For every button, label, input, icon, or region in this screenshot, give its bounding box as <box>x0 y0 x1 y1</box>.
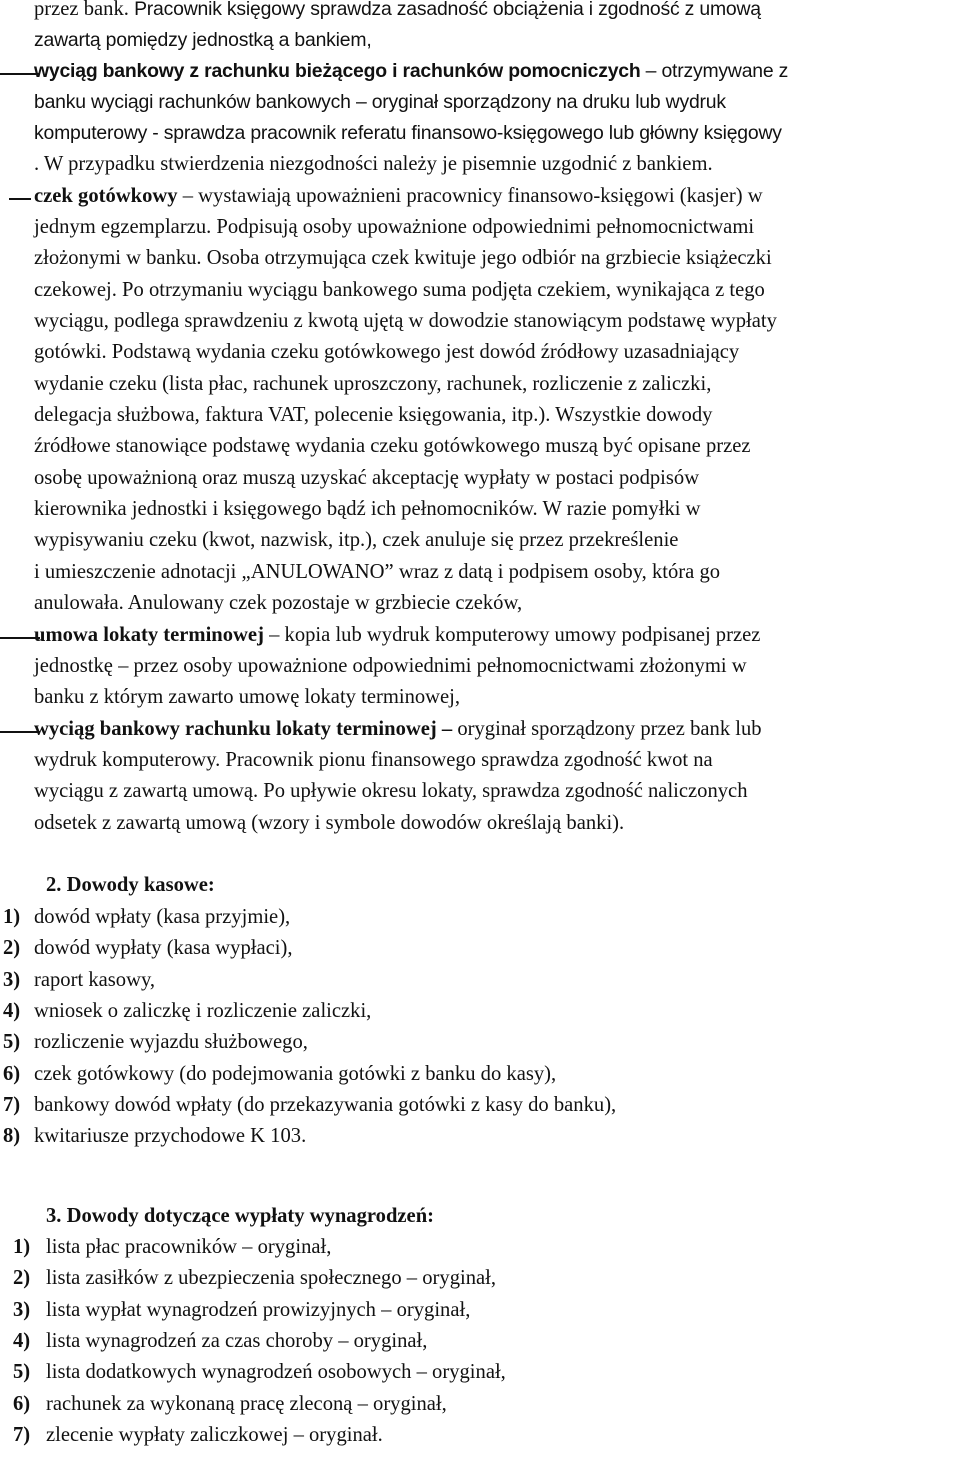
list-item-line: anulowała. Anulowany czek pozostaje w grzbiecie czeków, <box>34 592 523 614</box>
list-item-line: wydanie czeku (lista płac, rachunek uproszczony, rachunek, rozliczenie z zaliczki, <box>34 373 712 395</box>
list-item: raport kasowy, <box>34 968 156 991</box>
list-item: lista wypłat wynagrodzeń prowizyjnych – oryginał, <box>46 1298 471 1321</box>
list-item-line: złożonymi w banku. Osoba otrzymująca czek kwituje jego odbiór na grzbiecie książeczki <box>34 247 772 269</box>
list-number: 5) <box>13 1361 31 1384</box>
list-item-title-line: wyciąg bankowy rachunku lokaty terminowej – oryginał sporządzony przez bank lub <box>34 718 762 740</box>
list-number: 1) <box>13 1236 31 1258</box>
list-item-line: komputerowy - sprawdza pracownik referatu finansowo-księgowego lub główny księgowy <box>34 122 782 144</box>
list-item-line: wyciągu, podlega sprawdzeniu z kwotą ujętą w dowodzie stanowiącym podstawę wypłaty <box>34 310 777 332</box>
list-number: 6) <box>13 1392 31 1415</box>
list-item-line: banku wyciągi rachunków bankowych – oryginał sporządzony na druku lub wydruk <box>34 91 726 113</box>
list-item-line: wydruk komputerowy. Pracownik pionu finansowego sprawdza zgodność kwot na <box>34 749 713 771</box>
list-item: dowód wypłaty (kasa wypłaci), <box>34 937 293 960</box>
list-item-line: wypisywaniu czeku (kwot, nazwisk, itp.), czek anuluje się przez przekreślenie <box>34 529 679 551</box>
list-item-title-line: umowa lokaty terminowej – kopia lub wydruk komputerowy umowy podpisanej przez <box>34 624 761 646</box>
list-item-title-line: czek gotówkowy – wystawiają upoważnieni pracownicy finansowo-księgowi (kasjer) w <box>34 185 763 207</box>
section-heading: 2. Dowody kasowe: <box>46 874 215 896</box>
list-item: lista wynagrodzeń za czas choroby – oryginał, <box>46 1329 428 1352</box>
list-item: zlecenie wypłaty zaliczkowej – oryginał. <box>46 1423 383 1446</box>
list-item: wniosek o zaliczkę i rozliczenie zaliczki, <box>34 999 372 1022</box>
list-item-line: wyciągu z zawartą umową. Po upływie okresu lokaty, sprawdza zgodność naliczonych <box>34 780 748 802</box>
list-item: rozliczenie wyjazdu służbowego, <box>34 1031 308 1054</box>
list-item-line: banku z którym zawarto umowę lokaty terminowej, <box>34 686 461 708</box>
list-number: 4) <box>3 999 21 1022</box>
list-number: 7) <box>13 1423 31 1446</box>
list-item: kwitariusze przychodowe K 103. <box>34 1125 307 1148</box>
list-number: 3) <box>3 968 21 991</box>
list-item: lista dodatkowych wynagrodzeń osobowych – oryginał, <box>46 1361 506 1384</box>
list-number: 5) <box>3 1031 21 1054</box>
list-item-line: osobę upoważnioną oraz muszą uzyskać akceptację wypłaty w postaci podpisów <box>34 467 700 489</box>
list-item-line: i umieszczenie adnotacji „ANULOWANO” wraz z datą i podpisem osoby, która go <box>34 561 721 583</box>
paragraph-line: przez bank. Pracownik księgowy sprawdza zasadność obciążenia i zgodność z umową <box>34 0 761 20</box>
dash-bullet <box>9 198 31 200</box>
list-item-line: jednostkę – przez osoby upoważnione odpowiednimi pełnomocnictwami złożonymi w <box>34 655 747 677</box>
list-item: lista płac pracowników – oryginał, <box>46 1236 332 1258</box>
list-item-line: odsetek z zawartą umową (wzory i symbole dowodów określają banki). <box>34 812 625 834</box>
list-number: 8) <box>3 1125 21 1148</box>
list-number: 1) <box>3 906 21 928</box>
list-item: bankowy dowód wpłaty (do przekazywania gotówki z kasy do banku), <box>34 1093 617 1116</box>
list-item-line: delegacja służbowa, faktura VAT, polecenie księgowania, itp.). Wszystkie dowody <box>34 404 713 426</box>
list-number: 7) <box>3 1093 21 1116</box>
list-item-line: źródłowe stanowiące podstawę wydania czeku gotówkowego muszą być opisane przez <box>34 435 751 457</box>
list-number: 3) <box>13 1298 31 1321</box>
list-item-line: jednym egzemplarzu. Podpisują osoby upoważnione odpowiednimi pełnomocnictwami <box>34 216 755 238</box>
list-number: 2) <box>13 1267 31 1290</box>
list-item-line: kierownika jednostki i księgowego bądź ich pełnomocników. W razie pomyłki w <box>34 498 701 520</box>
list-item-line: . W przypadku stwierdzenia niezgodności należy je pisemnie uzgodnić z bankiem. <box>34 153 713 175</box>
list-item-line: gotówki. Podstawą wydania czeku gotówkowego jest dowód źródłowy uzasadniający <box>34 341 740 363</box>
list-number: 2) <box>3 937 21 960</box>
list-number: 6) <box>3 1062 21 1085</box>
list-item: dowód wpłaty (kasa przyjmie), <box>34 906 291 928</box>
paragraph-line: zawartą pomiędzy jednostką a bankiem, <box>34 29 372 51</box>
section-heading: 3. Dowody dotyczące wypłaty wynagrodzeń: <box>46 1205 435 1227</box>
list-item: rachunek za wykonaną pracę zleconą – oryginał, <box>46 1392 447 1415</box>
list-number: 4) <box>13 1329 31 1352</box>
list-item-line: czekowej. Po otrzymaniu wyciągu bankowego suma podjęta czekiem, wynikająca z tego <box>34 279 765 301</box>
list-item: lista zasiłków z ubezpieczenia społecznego – oryginał, <box>46 1267 497 1290</box>
list-item-title-line: wyciąg bankowy z rachunku bieżącego i rachunków pomocniczych – otrzymywane z <box>34 60 789 82</box>
list-item: czek gotówkowy (do podejmowania gotówki z banku do kasy), <box>34 1062 557 1085</box>
